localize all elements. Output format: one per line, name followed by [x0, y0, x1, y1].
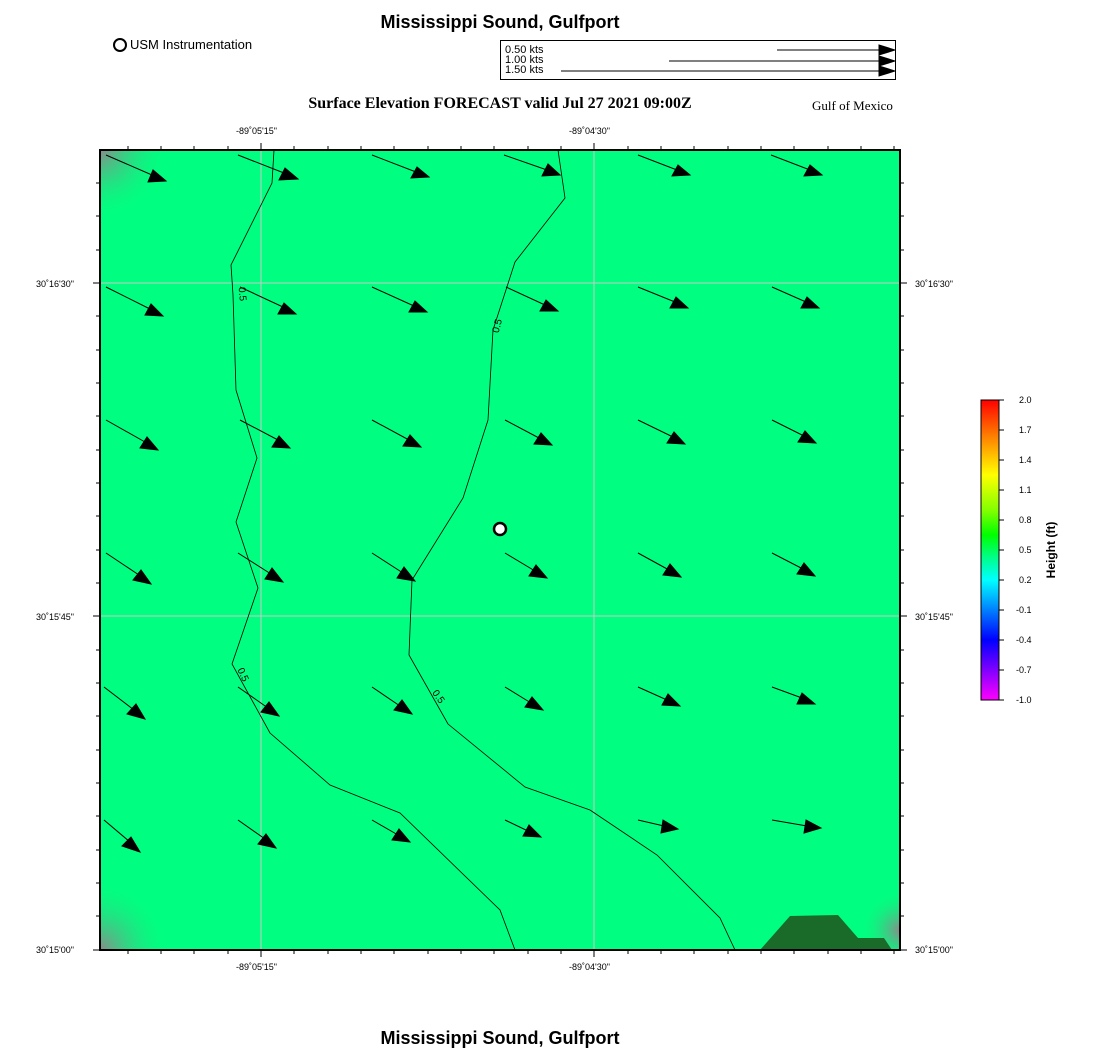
contour-label-3: 0.5	[234, 666, 251, 684]
contour-label-1: 0.5	[235, 286, 248, 302]
vector-scale-label-100: 1.00 kts	[505, 54, 544, 66]
colorbar-tick: 1.7	[1019, 425, 1032, 435]
vector-scale-label-150: 1.50 kts	[505, 64, 544, 76]
lat-tick-left-2: 30˚15'45"	[36, 612, 74, 622]
region-label: Gulf of Mexico	[812, 98, 893, 113]
map-title-bottom: Mississippi Sound, Gulfport	[380, 1028, 620, 1048]
colorbar-title: Height (ft)	[1044, 521, 1058, 579]
station-marker-icon[interactable]	[494, 523, 506, 535]
lon-tick-top-1: -89˚05'15"	[236, 126, 277, 136]
colorbar-tick: 1.4	[1019, 455, 1032, 465]
lat-tick-right-1: 30˚16'30"	[915, 279, 953, 289]
colorbar-tick: -0.1	[1016, 605, 1032, 615]
map-subtitle: Surface Elevation FORECAST valid Jul 27 2021 09:00Z	[308, 95, 692, 112]
colorbar-scale	[981, 400, 999, 700]
lon-tick-top-2: -89˚04'30"	[569, 126, 610, 136]
map-title-top: Mississippi Sound, Gulfport	[380, 12, 620, 32]
lat-tick-right-2: 30˚15'45"	[915, 612, 953, 622]
colorbar-tick: -0.7	[1016, 665, 1032, 675]
colorbar-tick: 1.1	[1019, 485, 1032, 495]
lon-tick-bottom-1: -89˚05'15"	[236, 962, 277, 972]
contour-label-2: 0.5	[490, 317, 505, 335]
colorbar-tick: 0.5	[1019, 545, 1032, 555]
colorbar-tick: 0.2	[1019, 575, 1032, 585]
lat-tick-left-1: 30˚16'30"	[36, 279, 74, 289]
colorbar-tick: -0.4	[1016, 635, 1032, 645]
lat-tick-right-3: 30˚15'00"	[915, 945, 953, 955]
colorbar-tick: 2.0	[1019, 395, 1032, 405]
lat-tick-left-3: 30˚15'00"	[36, 945, 74, 955]
vector-scale-label-050: 0.50 kts	[505, 44, 544, 56]
colorbar-tick: 0.8	[1019, 515, 1032, 525]
station-legend-label: USM Instrumentation	[130, 37, 253, 52]
contour-label-4: 0.5	[429, 688, 447, 706]
lon-tick-bottom-2: -89˚04'30"	[569, 962, 610, 972]
colorbar-tick: -1.0	[1016, 695, 1032, 705]
